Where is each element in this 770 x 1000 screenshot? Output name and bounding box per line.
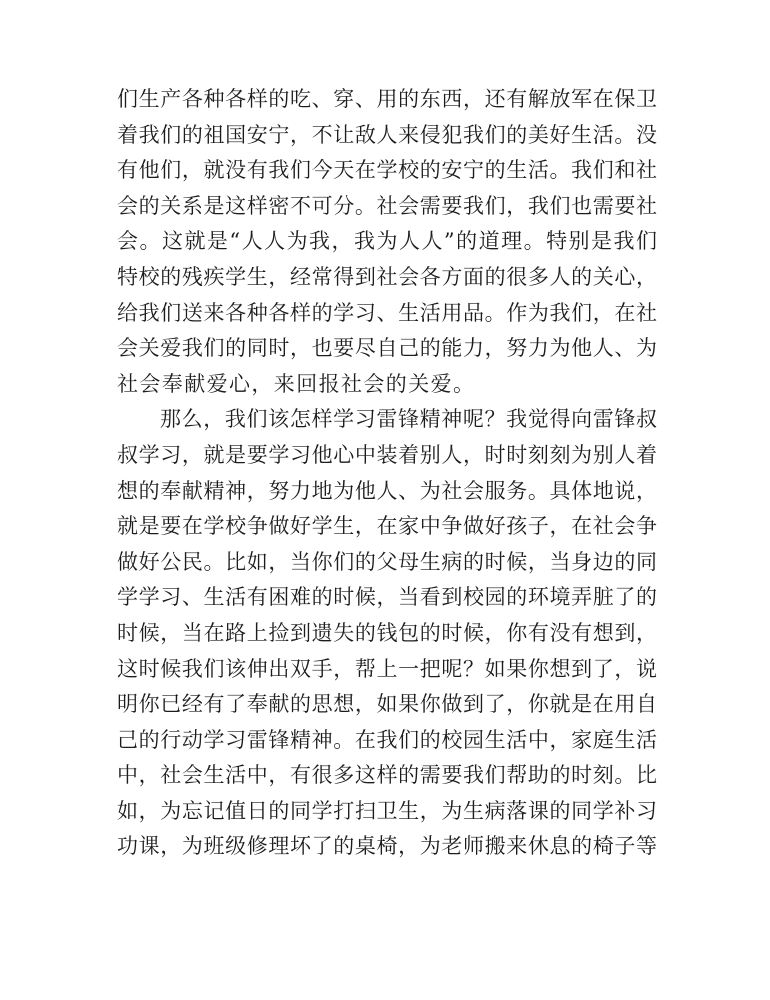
text-line: 叔学习，就是要学习他心中装着别人，时时刻刻为别人着 — [117, 442, 657, 467]
text-line: 时候，当在路上捡到遗失的钱包的时候，你有没有想到， — [117, 620, 657, 645]
text-line: 那么，我们该怎样学习雷锋精神呢？我觉得向雷锋叔 — [160, 407, 657, 432]
text-line: 特校的残疾学生，经常得到社会各方面的很多人的关心， — [117, 264, 657, 289]
body-text — [117, 82, 657, 865]
text-line: 有他们，就没有我们今天在学校的安宁的生活。我们和社 — [117, 158, 657, 183]
text-line: 会的关系是这样密不可分。社会需要我们，我们也需要社 — [117, 193, 657, 218]
text-line: 就是要在学校争做好学生，在家中争做好孩子，在社会争 — [117, 514, 657, 539]
text-line: 己的行动学习雷锋精神。在我们的校园生活中，家庭生活 — [117, 727, 657, 752]
text-line: 学学习、生活有困难的时候，当看到校园的环境弄脏了的 — [117, 585, 657, 610]
text-line: 社会奉献爱心，来回报社会的关爱。 — [117, 371, 476, 396]
paragraph — [117, 82, 657, 402]
text-line: 中，社会生活中，有很多这样的需要我们帮助的时刻。比 — [117, 763, 657, 788]
text-line: 做好公民。比如，当你们的父母生病的时候，当身边的同 — [117, 549, 657, 574]
text-line: 这时候我们该伸出双手，帮上一把呢？如果你想到了，说 — [117, 656, 657, 681]
text-line: 如，为忘记值日的同学打扫卫生，为生病落课的同学补习 — [117, 798, 657, 823]
text-line: 会。这就是“人人为我，我为人人”的道理。特别是我们 — [117, 229, 657, 254]
text-line: 给我们送来各种各样的学习、生活用品。作为我们，在社 — [117, 300, 657, 325]
text-line: 着我们的祖国安宁，不让敌人来侵犯我们的美好生活。没 — [117, 122, 657, 147]
text-line: 们生产各种各样的吃、穿、用的东西，还有解放军在保卫 — [117, 87, 657, 111]
text-line: 会关爱我们的同时，也要尽自己的能力，努力为他人、为 — [117, 336, 657, 361]
text-line: 明你已经有了奉献的思想，如果你做到了，你就是在用自 — [117, 692, 657, 717]
text-line: 想的奉献精神，努力地为他人、为社会服务。具体地说， — [117, 478, 657, 503]
paragraph — [117, 402, 657, 865]
text-line: 功课，为班级修理坏了的桌椅，为老师搬来休息的椅子等 — [117, 834, 657, 859]
